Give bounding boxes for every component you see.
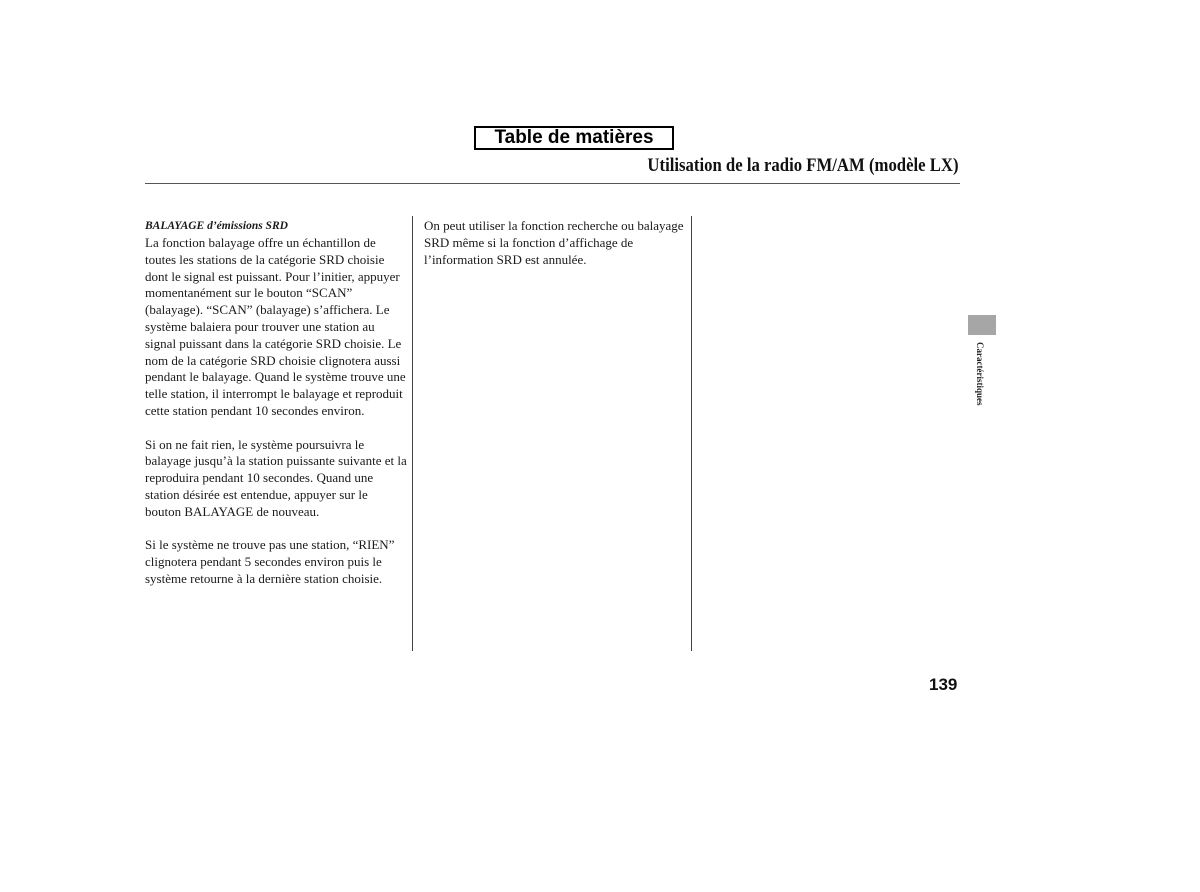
section-tab[interactable] [968, 315, 996, 335]
paragraph: La fonction balayage offre un échantillon de toutes les stations de la catégorie SRD choisie dont le signal est puissant. Pour l’initier, appuyer momentanément sur le bouton “SCAN” (balayage). “SCAN” (balayage) s’affichera. Le système balaiera pour trouver une station au signal puissant dans la catégorie SRD choisie. Le nom de la catégorie SRD choisie clignotera aussi pendant le balayage. Quand le système trouve une telle station, il interrompt le balayage et reproduit cette station pendant 10 secondes environ. [145, 235, 406, 418]
section-tab-label[interactable]: Caractéristiques [975, 342, 985, 406]
column-divider [412, 216, 413, 651]
page-number: 139 [929, 675, 958, 694]
paragraph: Si on ne fait rien, le système poursuivra le balayage jusqu’à la station puissante suivante et la reproduira pendant 10 secondes. Quand une station désirée est entendue, appuyer sur le bouton BALAYAGE de nouveau. [145, 436, 407, 519]
page-title: Utilisation de la radio FM/AM (modèle LX) [647, 155, 959, 176]
table-of-contents-button[interactable]: Table de matières [474, 126, 674, 150]
middle-column [424, 218, 686, 285]
paragraph: On peut utiliser la fonction recherche ou balayage SRD même si la fonction d’affichage de l’information SRD est annulée. [424, 218, 684, 267]
title-divider [145, 183, 960, 184]
column-divider [691, 216, 692, 651]
section-heading: BALAYAGE d’émissions SRD [145, 220, 288, 232]
left-column [145, 218, 407, 605]
paragraph: Si le système ne trouve pas une station, “RIEN” clignotera pendant 5 secondes environ puis le système retourne à la dernière station choisie. [145, 537, 395, 586]
